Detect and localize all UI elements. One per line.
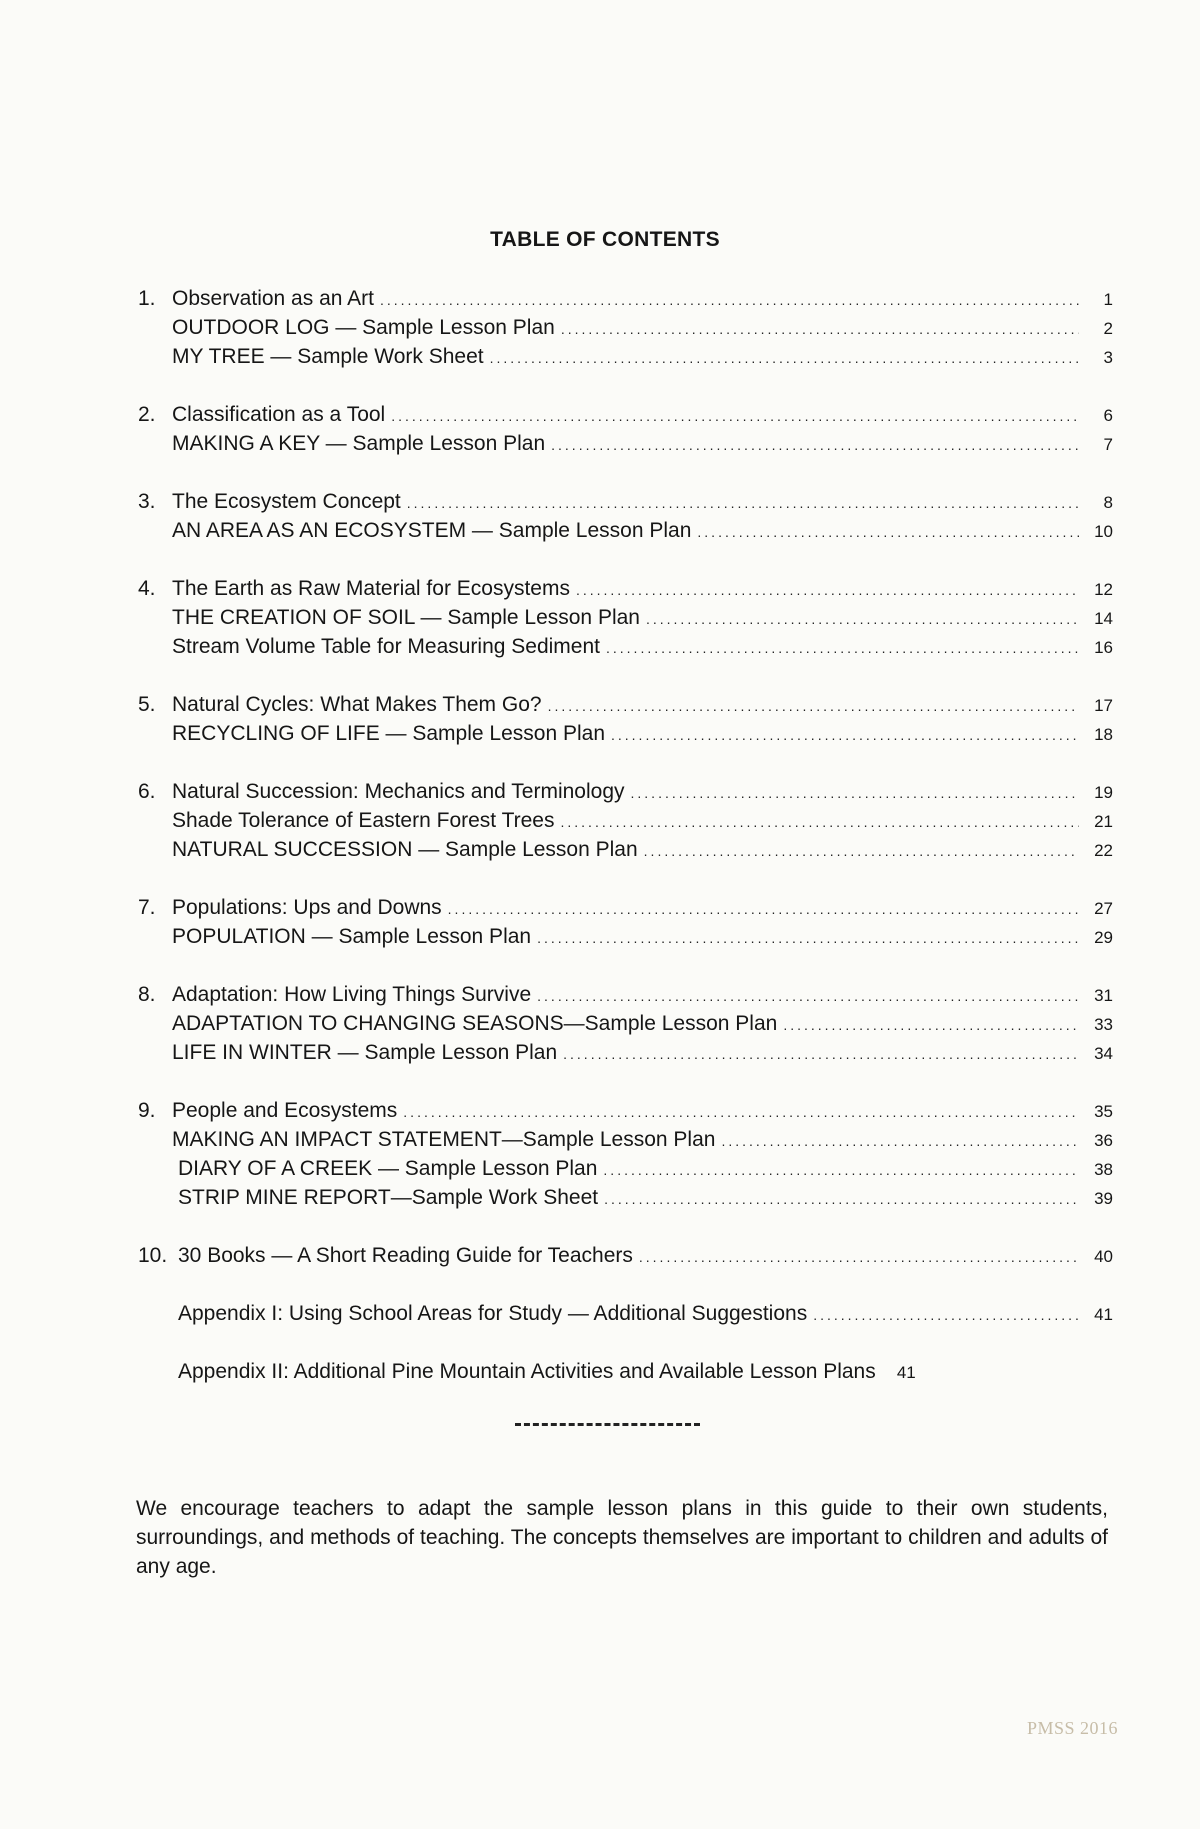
toc-entry [138, 835, 1113, 864]
toc-entry [138, 342, 1113, 371]
section-number: 9. [138, 1099, 156, 1122]
dot-leader [644, 837, 1079, 866]
dot-leader [448, 895, 1079, 924]
dot-leader [606, 634, 1079, 663]
dot-leader [551, 431, 1079, 460]
toc-entry [138, 1357, 1113, 1386]
toc-entry [138, 487, 1113, 516]
page-number: 40 [1094, 1247, 1113, 1266]
entry-title: Natural Succession: Mechanics and Terminology [172, 780, 625, 803]
page-number: 31 [1094, 986, 1113, 1005]
page-number: 27 [1094, 899, 1113, 918]
section-number: 2. [138, 403, 156, 426]
dot-leader [639, 1243, 1079, 1272]
toc-entry [138, 1009, 1113, 1038]
toc-section [138, 893, 1113, 951]
dot-leader [548, 692, 1079, 721]
toc-entry [138, 980, 1113, 1009]
page-title: TABLE OF CONTENTS [490, 228, 720, 251]
toc-section [138, 487, 1113, 545]
entry-title: Populations: Ups and Downs [172, 896, 442, 919]
toc-section [138, 1096, 1113, 1212]
toc-entry [138, 719, 1113, 748]
page-number: 10 [1094, 522, 1113, 541]
toc-entry [138, 400, 1113, 429]
entry-title: MAKING A KEY — Sample Lesson Plan [172, 432, 546, 455]
dot-leader [537, 982, 1079, 1011]
toc-entry [138, 574, 1113, 603]
entry-title: Appendix I: Using School Areas for Study — Additional Suggestions [178, 1302, 808, 1325]
entry-title: Stream Volume Table for Measuring Sediment [172, 635, 600, 658]
toc-entry [138, 284, 1113, 313]
section-divider [515, 1423, 700, 1426]
toc-entry [138, 893, 1113, 922]
toc-entry [138, 777, 1113, 806]
toc-appendix [138, 1299, 1113, 1328]
dot-leader [561, 315, 1079, 344]
dot-leader [721, 1127, 1079, 1156]
entry-title: AN AREA AS AN ECOSYSTEM — Sample Lesson Plan [172, 519, 692, 542]
entry-title: DIARY OF A CREEK — Sample Lesson Plan [178, 1157, 598, 1180]
page-number: 3 [1103, 348, 1113, 367]
page-number: 16 [1094, 638, 1113, 657]
page-number: 34 [1094, 1044, 1113, 1063]
toc-section [138, 574, 1113, 661]
page-number: 33 [1094, 1015, 1113, 1034]
toc-appendix [138, 1357, 1113, 1386]
toc-entry [138, 1241, 1113, 1270]
page-number: 22 [1094, 841, 1113, 860]
toc-entry [138, 313, 1113, 342]
dot-leader [611, 721, 1079, 750]
dot-leader [813, 1301, 1079, 1330]
entry-title: LIFE IN WINTER — Sample Lesson Plan [172, 1041, 558, 1064]
dot-leader [407, 489, 1079, 518]
page-number: 21 [1094, 812, 1113, 831]
toc-entry [138, 516, 1113, 545]
toc-entry [138, 806, 1113, 835]
toc-entry [138, 690, 1113, 719]
page-number: 35 [1094, 1102, 1113, 1121]
page-number: 1 [1103, 290, 1113, 309]
entry-title: Natural Cycles: What Makes Them Go? [172, 693, 542, 716]
section-number: 10. [138, 1244, 168, 1267]
page-number: 8 [1103, 493, 1113, 512]
entry-title: Adaptation: How Living Things Survive [172, 983, 532, 1006]
toc-section [138, 690, 1113, 748]
entry-title: RECYCLING OF LIFE — Sample Lesson Plan [172, 722, 605, 745]
dot-leader [537, 924, 1079, 953]
page-number: 6 [1103, 406, 1113, 425]
section-number: 7. [138, 896, 156, 919]
toc-entry [138, 1125, 1113, 1154]
entry-title: MY TREE — Sample Work Sheet [172, 345, 484, 368]
page-number: 17 [1094, 696, 1113, 715]
dot-leader [604, 1185, 1079, 1214]
toc-section [138, 980, 1113, 1067]
page-number: 38 [1094, 1160, 1113, 1179]
dot-leader [403, 1098, 1079, 1127]
toc-entry [138, 429, 1113, 458]
table-of-contents [138, 284, 1113, 1415]
toc-entry [138, 1038, 1113, 1067]
entry-title: 30 Books — A Short Reading Guide for Teachers [178, 1244, 633, 1267]
section-number: 8. [138, 983, 156, 1006]
section-number: 5. [138, 693, 156, 716]
page-number: 18 [1094, 725, 1113, 744]
page-number: 36 [1094, 1131, 1113, 1150]
watermark: PMSS 2016 [1027, 1718, 1119, 1738]
toc-entry [138, 603, 1113, 632]
dot-leader [576, 576, 1079, 605]
page-number: 41 [1094, 1305, 1113, 1324]
toc-section [138, 1241, 1113, 1270]
section-number: 3. [138, 490, 156, 513]
toc-entry [138, 1299, 1113, 1328]
entry-title: The Ecosystem Concept [172, 490, 401, 513]
dot-leader [603, 1156, 1079, 1185]
toc-entry [138, 922, 1113, 951]
page-number: 29 [1094, 928, 1113, 947]
section-number: 6. [138, 780, 156, 803]
dot-leader [380, 286, 1079, 315]
dot-leader [490, 344, 1079, 373]
entry-title: THE CREATION OF SOIL — Sample Lesson Plan [172, 606, 640, 629]
dot-leader [631, 779, 1079, 808]
dot-leader [563, 1040, 1079, 1069]
entry-title: NATURAL SUCCESSION — Sample Lesson Plan [172, 838, 638, 861]
page-number: 39 [1094, 1189, 1113, 1208]
dot-leader [391, 402, 1079, 431]
page-number: 14 [1094, 609, 1113, 628]
toc-entry [138, 1096, 1113, 1125]
entry-title: Appendix II: Additional Pine Mountain Activities and Available Lesson Plans [178, 1360, 876, 1383]
section-number: 4. [138, 577, 156, 600]
toc-entry [138, 632, 1113, 661]
closing-paragraph: We encourage teachers to adapt the sample lesson plans in this guide to their own students, surroundings, and methods of teaching. The concepts themselves are important to children and adults of any age. [136, 1497, 1108, 1578]
toc-section [138, 777, 1113, 864]
dot-leader [646, 605, 1079, 634]
dot-leader [783, 1011, 1079, 1040]
dot-leader [561, 808, 1080, 837]
page-number: 19 [1094, 783, 1113, 802]
page-number: 2 [1103, 319, 1113, 338]
page-number: 41 [896, 1363, 916, 1382]
toc-entry [138, 1183, 1113, 1212]
page-number: 7 [1103, 435, 1113, 454]
entry-title: People and Ecosystems [172, 1099, 398, 1122]
entry-title: MAKING AN IMPACT STATEMENT—Sample Lesson Plan [172, 1128, 716, 1151]
entry-title: Classification as a Tool [172, 403, 386, 426]
entry-title: STRIP MINE REPORT—Sample Work Sheet [178, 1186, 599, 1209]
entry-title: POPULATION — Sample Lesson Plan [172, 925, 532, 948]
toc-entry [138, 1154, 1113, 1183]
entry-title: Shade Tolerance of Eastern Forest Trees [172, 809, 555, 832]
toc-section [138, 284, 1113, 371]
toc-section [138, 400, 1113, 458]
entry-title: OUTDOOR LOG — Sample Lesson Plan [172, 316, 555, 339]
entry-title: ADAPTATION TO CHANGING SEASONS—Sample Lesson Plan [172, 1012, 778, 1035]
entry-title: The Earth as Raw Material for Ecosystems [172, 577, 570, 600]
section-number: 1. [138, 287, 156, 310]
dot-leader [697, 518, 1079, 547]
page-number: 12 [1094, 580, 1113, 599]
entry-title: Observation as an Art [172, 287, 374, 310]
